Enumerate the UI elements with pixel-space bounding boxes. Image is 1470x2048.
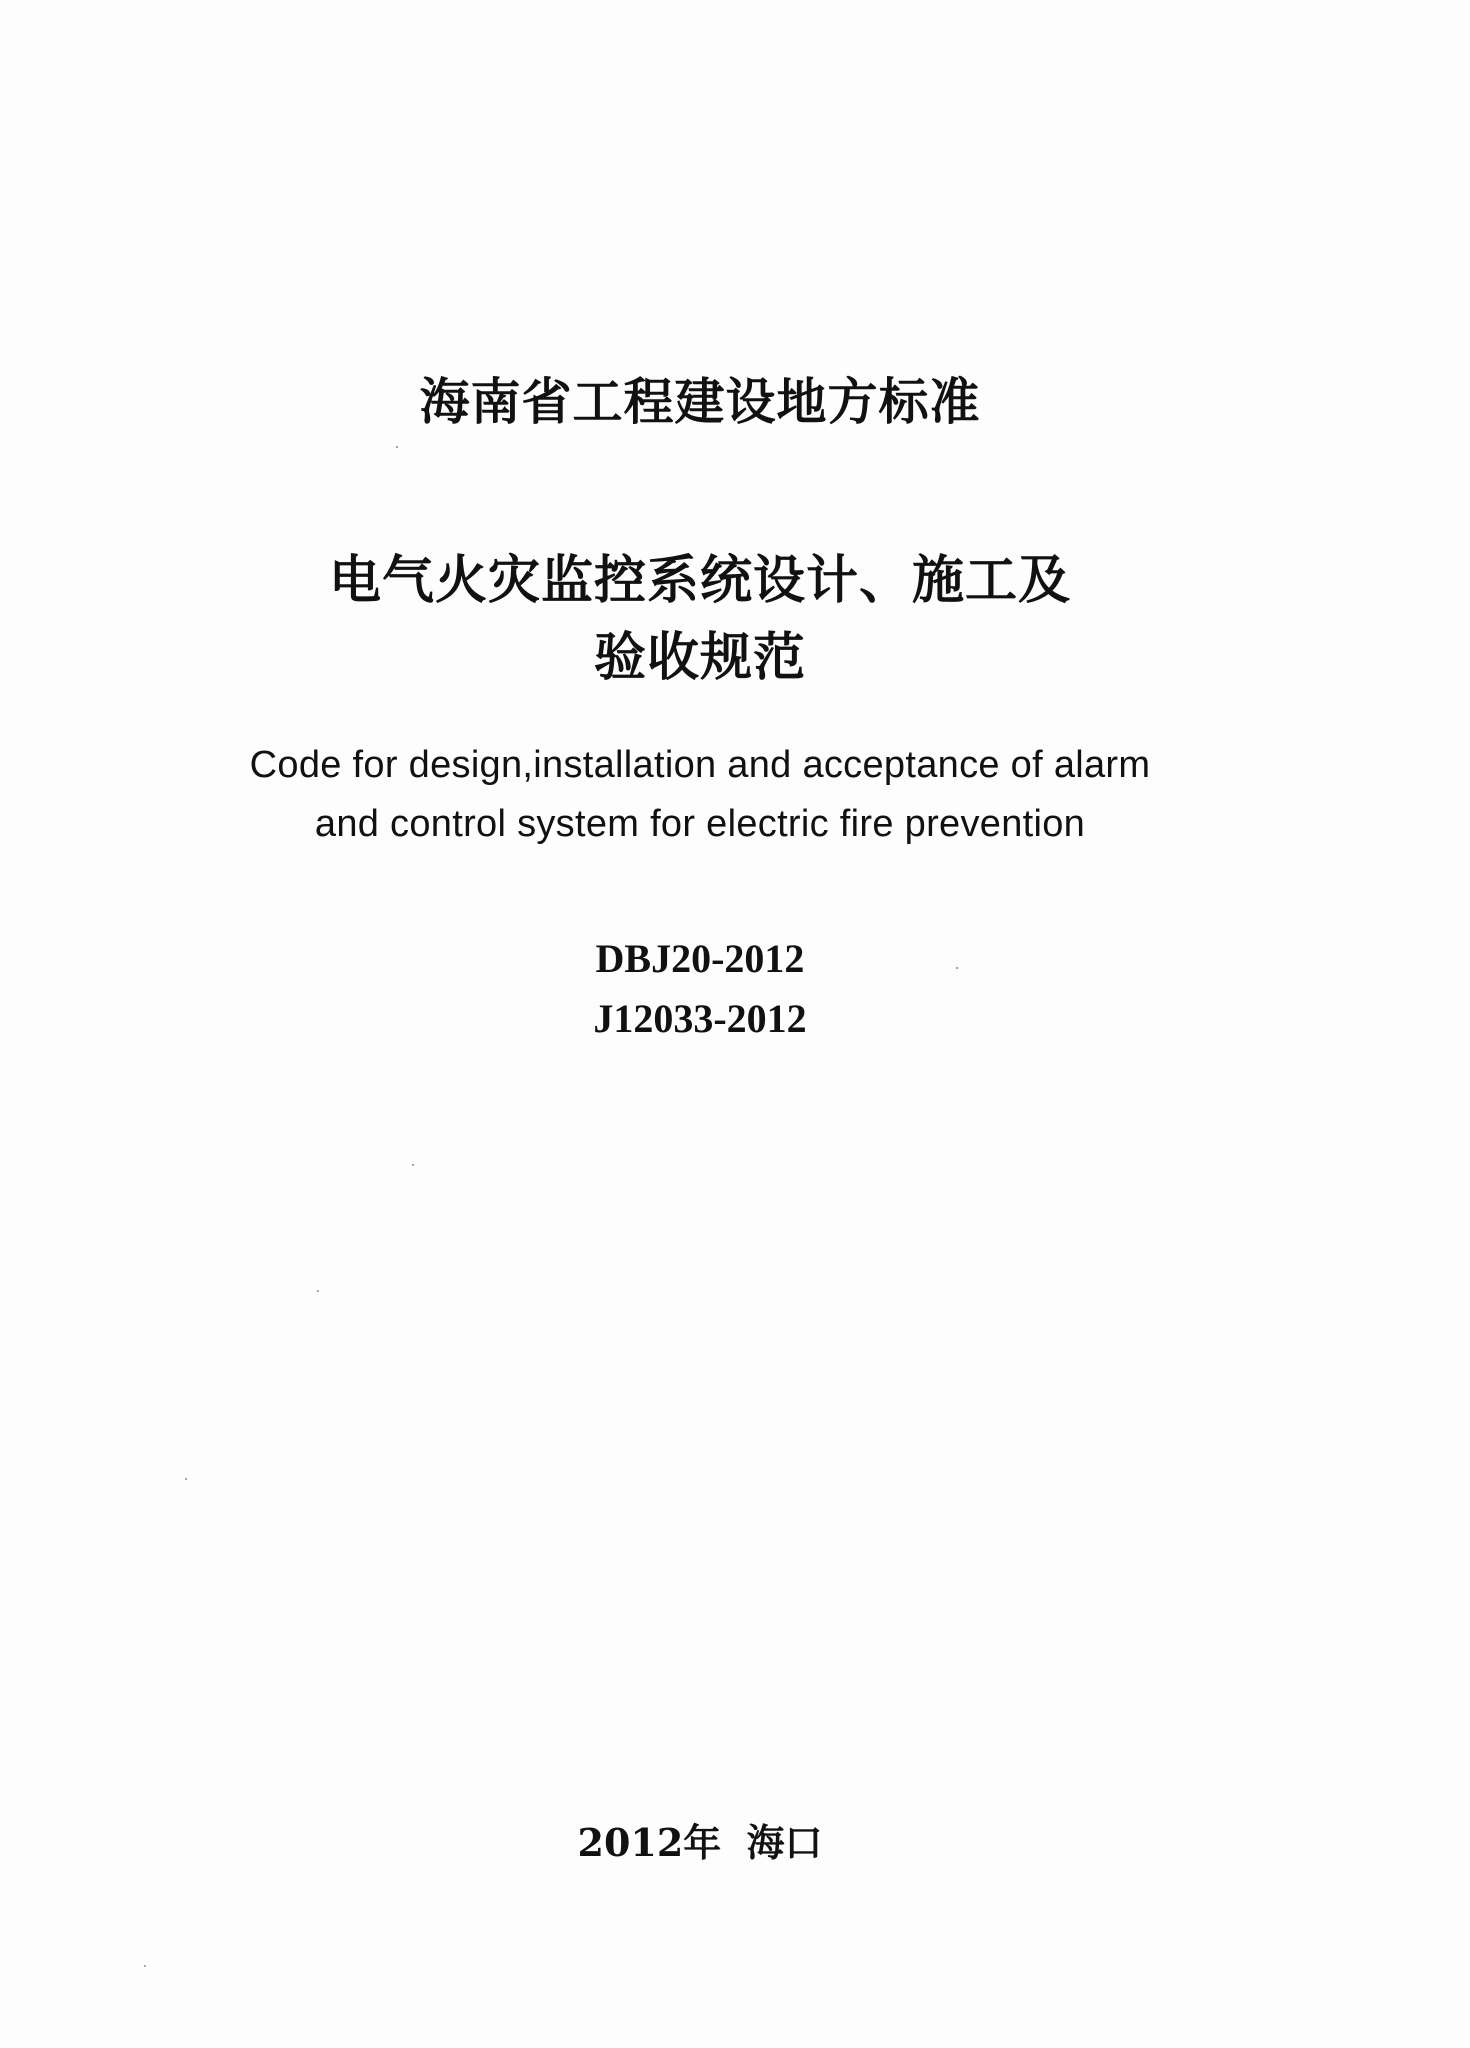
document-title-line-2: 验收规范 — [593, 628, 806, 688]
standard-code-primary: DBJ20-2012 — [595, 936, 805, 981]
standard-code-secondary: J12033-2012 — [593, 996, 807, 1041]
scan-speck — [144, 1965, 146, 1967]
scan-speck — [317, 1290, 319, 1292]
document-title-line-1: 电气火灾监控系统设计、施工及 — [328, 551, 1071, 611]
scan-speck — [956, 967, 958, 969]
english-title-line-2: and control system for electric fire prevention — [314, 803, 1086, 845]
scan-speck — [396, 446, 398, 448]
scan-speck — [412, 1164, 414, 1166]
standard-series-heading: 海南省工程建设地方标准 — [419, 373, 981, 431]
scan-speck — [185, 1478, 187, 1480]
english-title-line-1: Code for design,installation and acceptance of alarm — [249, 744, 1151, 786]
publication-year-place: 2012年 海口 — [577, 1820, 823, 1865]
